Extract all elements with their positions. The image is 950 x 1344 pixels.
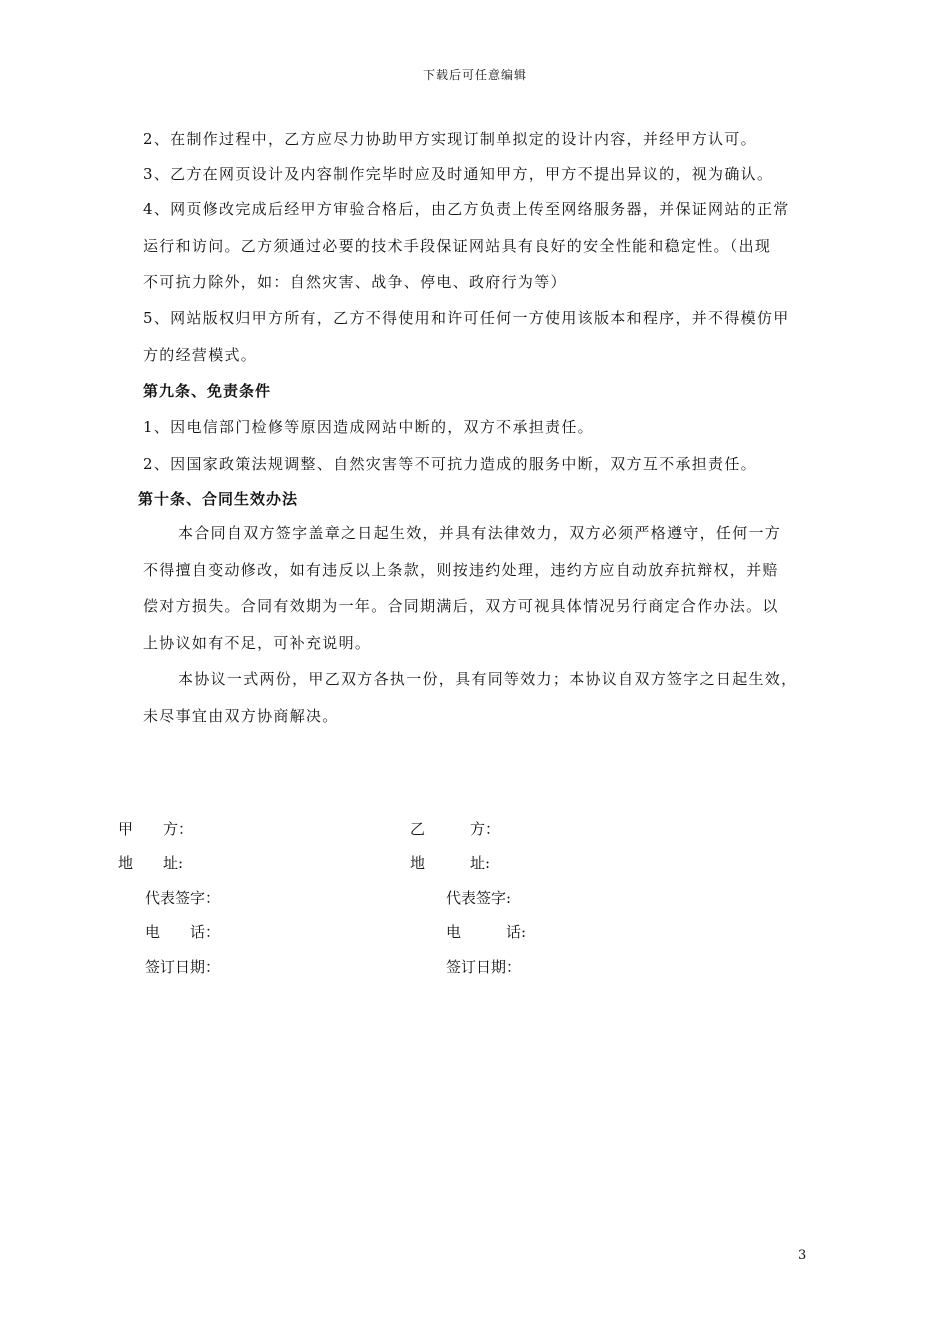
paragraph-line: 未尽事宜由双方协商解决。 <box>143 707 339 725</box>
party-a-rep-label: 代表签字： <box>145 889 221 907</box>
party-b-rep-label: 代表签字: <box>446 889 512 907</box>
clause-line: 2、在制作过程中，乙方应尽力协助甲方实现订制单拟定的设计内容，并经甲方认可。 <box>143 130 757 148</box>
party-a-phone-label: 电 话： <box>145 923 221 941</box>
article-9-heading: 第九条、免责条件 <box>143 382 272 400</box>
page-number: 3 <box>798 1248 807 1263</box>
party-b-label: 乙 方： <box>410 820 501 838</box>
party-b-address-label: 地 址: <box>410 854 491 872</box>
clause-line: 4、网页修改完成后经甲方审验合格后，由乙方负责上传至网络服务器，并保证网站的正常 <box>143 200 790 218</box>
party-a-label: 甲 方： <box>118 820 194 838</box>
clause-line: 方的经营模式。 <box>143 346 258 364</box>
party-b-date-label: 签订日期： <box>446 958 522 976</box>
paragraph-line: 不得擅自变动修改，如有违反以上条款，则按违约处理，违约方应自动放弃抗辩权，并赔 <box>143 561 779 579</box>
paragraph-line: 偿对方损失。合同有效期为一年。合同期满后，双方可视具体情况另行商定合作办法。以 <box>143 597 779 615</box>
clause-line: 运行和访问。乙方须通过必要的技术手段保证网站具有良好的安全性能和稳定性。（出现 <box>143 237 772 255</box>
clause-line: 2、因国家政策法规调整、自然灾害等不可抗力造成的服务中断，双方互不承担责任。 <box>143 455 757 473</box>
clause-line: 不可抗力除外，如：自然灾害、战争、停电、政府行为等） <box>143 273 567 291</box>
clause-line: 3、乙方在网页设计及内容制作完毕时应及时通知甲方，甲方不提出异议的，视为确认。 <box>143 165 774 183</box>
article-10-heading: 第十条、合同生效办法 <box>138 490 299 508</box>
party-a-date-label: 签订日期： <box>145 958 221 976</box>
paragraph-line: 上协议如有不足，可补充说明。 <box>143 634 372 652</box>
clause-line: 1、因电信部门检修等原因造成网站中断的，双方不承担责任。 <box>143 418 594 436</box>
header-watermark: 下载后可任意编辑 <box>422 68 527 82</box>
clause-line: 5、网站版权归甲方所有，乙方不得使用和许可任何一方使用该版本和程序，并不得模仿甲 <box>143 309 790 327</box>
party-a-address-label: 地 址: <box>118 854 184 872</box>
party-b-phone-label: 电 话: <box>446 923 527 941</box>
paragraph-line: 本协议一式两份，甲乙双方各执一份，具有同等效力；本协议自双方签字之日起生效， <box>178 670 798 688</box>
paragraph-line: 本合同自双方签字盖章之日起生效，并具有法律效力，双方必须严格遵守，任何一方 <box>178 524 782 542</box>
